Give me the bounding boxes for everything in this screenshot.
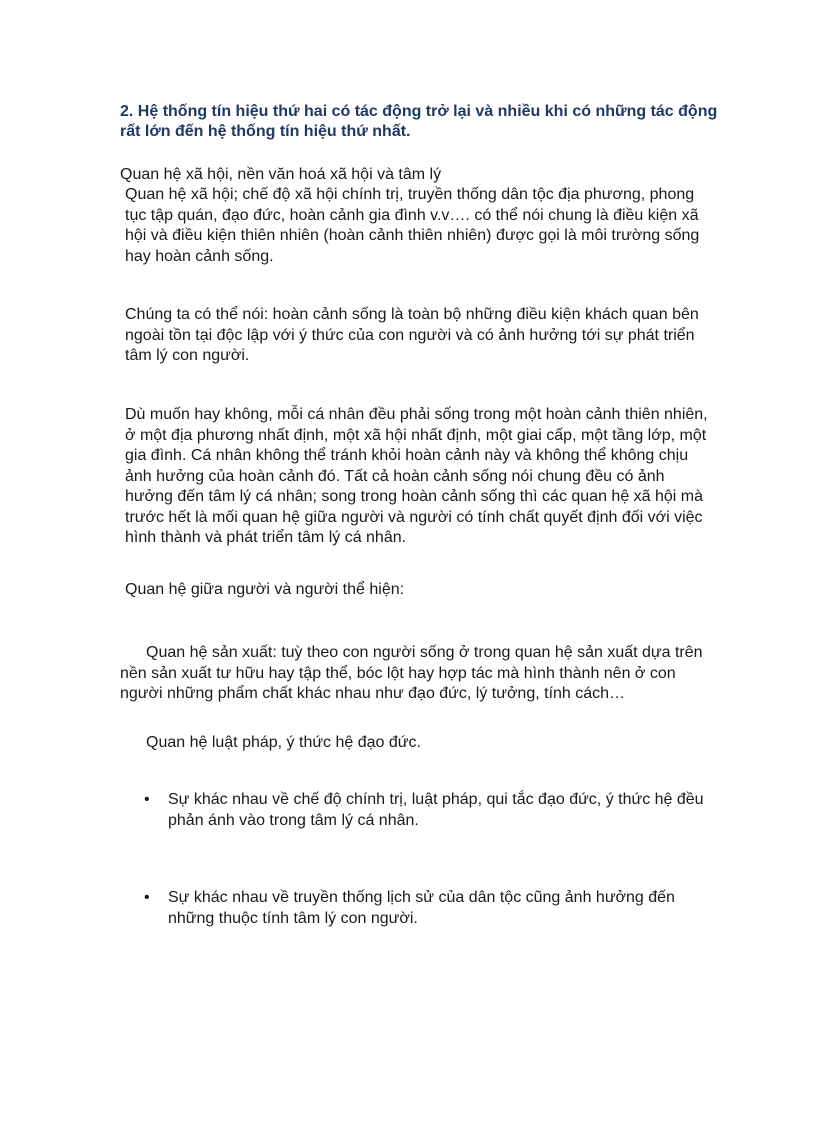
paragraph-legal-relations: Quan hệ luật pháp, ý thức hệ đạo đức. xyxy=(146,734,421,751)
list-item xyxy=(144,888,704,929)
section-heading: 2. Hệ thống tín hiệu thứ hai có tác động trở lại và nhiều khi có những tác động rất lớn đến hệ thống tín hiệu thứ nhất. xyxy=(120,103,718,140)
bullet-icon: • xyxy=(144,889,150,906)
paragraph-individual-environment: Dù muốn hay không, mỗi cá nhân đều phải sống trong một hoàn cảnh thiên nhiên, ở một địa phương nhất định, một xã hội nhất định, một giai cấp, một tầng lớp, một gia đình. Cá nhân không thể tránh khỏi hoàn cảnh này và không thể không chịu ảnh hưởng của hoàn cảnh đó. Tất cả hoàn cảnh sống nói chung đều có ảnh hưởng đến tâm lý cá nhân; song trong hoàn cảnh sống thì các quan hệ xã hội mà trước hết là mối quan hệ giữa người và người có tính chất quyết định đối với việc hình thành và phát triển tâm lý cá nhân. xyxy=(125,406,708,546)
list-item-text: Sự khác nhau về chế độ chính trị, luật pháp, qui tắc đạo đức, ý thức hệ đều phản ánh vào trong tâm lý cá nhân. xyxy=(168,791,704,829)
paragraph-social-relations: Quan hệ xã hội; chế độ xã hội chính trị, truyền thống dân tộc địa phương, phong tục tập quán, đạo đức, hoàn cảnh gia đình v.v…. có thể nói chung là điều kiện xã hội và điều kiện thiên nhiên (hoàn cảnh thiên nhiên) được gọi là môi trường sống hay hoàn cảnh sống. xyxy=(125,186,700,265)
list-item-text: Sự khác nhau về truyền thống lịch sử của dân tộc cũng ảnh hưởng đến những thuộc tính tâm lý con người. xyxy=(168,889,675,927)
paragraph-living-environment: Chúng ta có thể nói: hoàn cảnh sống là toàn bộ những điều kiện khách quan bên ngoài tồn tại độc lập với ý thức của con người và có ảnh hưởng tới sự phát triển tâm lý con người. xyxy=(125,306,699,364)
section-subtitle: Quan hệ xã hội, nền văn hoá xã hội và tâm lý xyxy=(120,166,442,183)
bullet-icon: • xyxy=(144,791,150,808)
list-item xyxy=(144,790,704,831)
paragraph-relations-intro: Quan hệ giữa người và người thể hiện: xyxy=(125,581,405,598)
paragraph-production-relations: Quan hệ sản xuất: tuỳ theo con người sống ở trong quan hệ sản xuất dựa trên nền sản xuất tư hữu hay tập thể, bóc lột hay hợp tác mà hình thành nên ở con người những phẩm chất khác nhau như đạo đức, lý tưởng, tính cách… xyxy=(120,644,703,702)
